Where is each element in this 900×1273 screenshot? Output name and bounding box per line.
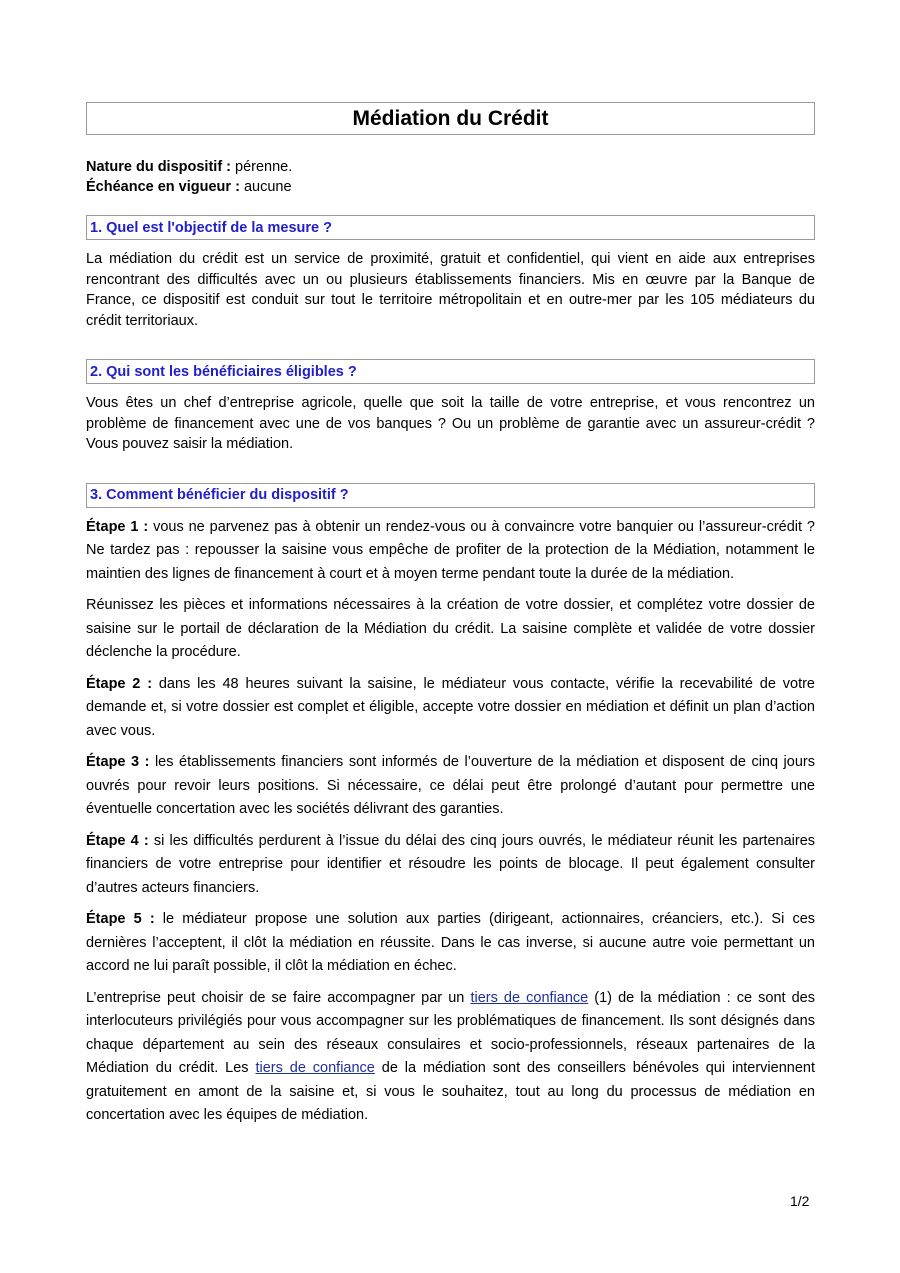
section-heading-objectif: 1. Quel est l'objectif de la mesure ? — [86, 215, 815, 240]
echeance-value: aucune — [239, 179, 292, 195]
closing-paragraph — [86, 987, 815, 1128]
step-paragraph — [86, 830, 815, 901]
step-paragraph — [86, 673, 815, 744]
step-label: Étape 4 : — [86, 832, 149, 849]
document-title-box — [86, 102, 815, 135]
steps-list — [86, 516, 815, 1128]
document-page — [86, 102, 815, 1128]
page-number: 1/2 — [790, 1193, 810, 1209]
closing-text-1: L’entreprise peut choisir de se faire accompagner par un — [86, 989, 471, 1006]
meta-block — [86, 157, 815, 197]
step-label: Étape 3 : — [86, 754, 150, 770]
step-text: le médiateur propose une solution aux parties (dirigeant, actionnaires, créanciers, etc.). Si ces dernières l’acceptent, il clôt la médiation en réussite. Dans le cas inverse, si aucune autre voie permettant un accord ne lui paraît possible, il clôt la médiation en échec. — [86, 911, 816, 974]
step-text: vous ne parvenez pas à obtenir un rendez-vous ou à convaincre votre banquier ou l’assureur-crédit ? Ne tardez pas : repousser la saisine vous empêche de profiter de la protection de la Médiation, notamment le maintien des lignes de financement à court et à moyen terme pendant toute la durée de la médiation. — [86, 518, 816, 582]
nature-value: pérenne. — [231, 159, 293, 175]
step-text: les établissements financiers sont informés de l’ouverture de la médiation et disposent de cinq jours ouvrés pour revoir leurs positions. Si nécessaire, ce délai peut être prolongé d’autant pour permettre une éventuelle concertation avec les sociétés délivrant des garanties. — [86, 754, 815, 817]
closing-text-2: (1) de la médiation : ce sont des interlocuteurs privilégiés pour vous accompagner sur les problématiques de financement. Ils sont désignés dans chaque département au sein des réseaux consulaires et socio-professionnels, réseaux partenaires de la Médiation du crédit. Les — [86, 989, 816, 1076]
tiers-de-confiance-link-2[interactable]: tiers de confiance — [255, 1060, 375, 1076]
step-paragraph — [86, 751, 815, 822]
step-paragraph — [86, 594, 815, 665]
nature-line — [86, 157, 815, 177]
step-paragraph — [86, 516, 815, 587]
tiers-de-confiance-link[interactable]: tiers de confiance — [470, 989, 589, 1006]
step-paragraph — [86, 908, 815, 979]
step-text: Réunissez les pièces et informations nécessaires à la création de votre dossier, et complétez votre dossier de saisine sur le portail de déclaration de la Médiation du crédit. La saisine complète et validée de votre dossier déclenche la procédure. — [86, 597, 815, 660]
closing-text-3: de la médiation sont des conseillers bénévoles qui interviennent gratuitement en amont de la saisine et, si vous le souhaitez, tout au long du processus de médiation en concertation avec les équipes de médiation. — [86, 1060, 815, 1123]
section-heading-comment: 3. Comment bénéficier du dispositif ? — [86, 483, 815, 508]
step-label: Étape 1 : — [86, 518, 149, 535]
section-text-objectif: La médiation du crédit est un service de proximité, gratuit et confidentiel, qui vient en aide aux entreprises rencontrant des difficultés avec un ou plusieurs établissements financiers. Mis en œuvre par la Banque de France, ce dispositif est conduit sur tout le territoire métropolitain et en outre-mer par les 105 médiateurs du crédit territoriaux. — [86, 251, 815, 329]
nature-label: Nature du dispositif : — [86, 159, 231, 175]
step-text: si les difficultés perdurent à l’issue du délai des cinq jours ouvrés, le médiateur réunit les partenaires financiers de votre entreprise pour identifier et résoudre les points de blocage. Il peut également consulter d’autres acteurs financiers. — [86, 832, 816, 896]
document-title: Médiation du Crédit — [352, 106, 549, 130]
step-text: dans les 48 heures suivant la saisine, le médiateur vous contacte, vérifie la recevabilité de votre demande et, si votre dossier est complet et éligible, accepte votre dossier en médiation et définit un plan d’action avec vous. — [86, 675, 815, 739]
section-text-beneficiaires: Vous êtes un chef d’entreprise agricole, quelle que soit la taille de votre entreprise, et vous rencontrez un problème de financement avec une de vos banques ? Ou un problème de garantie avec un assureur-crédit ? Vous pouvez saisir la médiation. — [86, 395, 815, 452]
echeance-label: Échéance en vigueur : — [86, 179, 240, 195]
step-label: Étape 5 : — [86, 911, 155, 927]
section-heading-beneficiaires: 2. Qui sont les bénéficiaires éligibles ? — [86, 359, 815, 384]
step-label: Étape 2 : — [86, 675, 153, 692]
echeance-line — [86, 177, 815, 197]
